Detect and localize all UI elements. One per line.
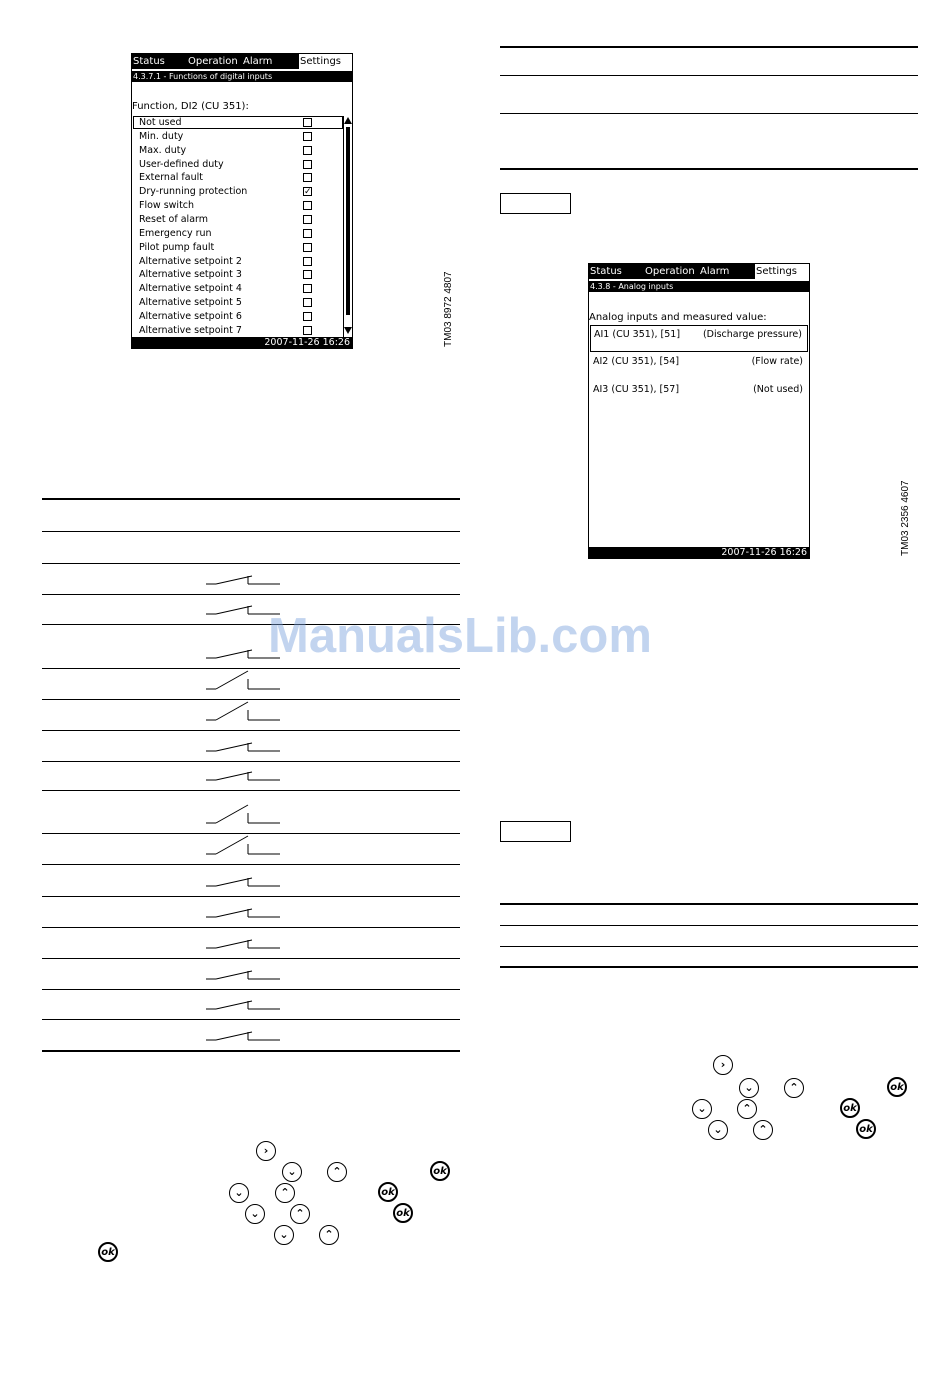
table-rule: [500, 113, 918, 114]
display-footer-datetime: 2007-11-26 16:26: [132, 337, 352, 348]
function-option-label[interactable]: Alternative setpoint 4: [139, 283, 242, 295]
table-rule: [42, 989, 460, 990]
no-contact-symbol-icon: [204, 934, 284, 950]
table-rule: [42, 864, 460, 865]
nc-contact-symbol-icon: [204, 700, 284, 722]
function-option-label[interactable]: External fault: [139, 172, 203, 184]
function-option-label[interactable]: Max. duty: [139, 144, 187, 156]
ok-button-icon: ok: [840, 1098, 860, 1118]
function-option-checkbox[interactable]: [303, 243, 312, 252]
analog-input-name: AI2 (CU 351), [54]: [593, 356, 680, 367]
arrow-right-button-icon: ›: [713, 1055, 733, 1075]
table-rule: [42, 958, 460, 959]
table-rule: [500, 946, 918, 947]
function-option-label[interactable]: Alternative setpoint 7: [139, 324, 242, 336]
function-option-checkbox[interactable]: [303, 312, 312, 321]
table-rule: [42, 1050, 460, 1052]
table-rule: [42, 594, 460, 595]
display-footer-datetime: 2007-11-26 16:26: [589, 547, 809, 558]
table-rule: [42, 531, 460, 532]
function-option-checkbox[interactable]: [303, 270, 312, 279]
analog-input-name: AI1 (CU 351), [51]: [594, 329, 681, 340]
nc-contact-symbol-icon: [204, 834, 284, 856]
scroll-thumb[interactable]: [346, 127, 350, 315]
analog-input-row-ai3[interactable]: [590, 381, 808, 408]
tab-alarm[interactable]: Alarm: [700, 266, 730, 277]
analog-inputs-display: [588, 263, 810, 559]
arrow-up-button-icon: ⌃: [784, 1078, 804, 1098]
ok-button-icon: ok: [430, 1161, 450, 1181]
function-option-label[interactable]: User-defined duty: [139, 158, 224, 170]
tab-operation[interactable]: Operation: [188, 56, 238, 67]
arrow-down-button-icon: ⌄: [245, 1204, 265, 1224]
display-tab-bar: [589, 264, 809, 279]
analog-input-row-ai2[interactable]: [590, 353, 808, 380]
ok-button-icon: ok: [393, 1203, 413, 1223]
arrow-up-button-icon: ⌃: [737, 1099, 757, 1119]
function-option-label[interactable]: Reset of alarm: [139, 213, 209, 225]
no-contact-symbol-icon: [204, 737, 284, 753]
arrow-down-button-icon: ⌄: [692, 1099, 712, 1119]
function-option-label[interactable]: Alternative setpoint 3: [139, 269, 242, 281]
table-rule: [42, 927, 460, 928]
display-tab-bar: [132, 54, 352, 69]
function-option-label[interactable]: Alternative setpoint 2: [139, 255, 242, 267]
arrow-up-button-icon: ⌃: [753, 1120, 773, 1140]
breadcrumb: 4.3.8 - Analog inputs: [589, 281, 809, 292]
function-option-label[interactable]: Min. duty: [139, 130, 184, 142]
function-option-label[interactable]: Flow switch: [139, 200, 195, 212]
arrow-right-button-icon: ›: [256, 1141, 276, 1161]
no-contact-symbol-icon: [204, 872, 284, 888]
analog-input-value: (Not used): [753, 384, 803, 395]
analog-input-value: (Discharge pressure): [702, 329, 802, 340]
function-option-checkbox[interactable]: [303, 132, 312, 141]
tab-settings[interactable]: Settings: [754, 264, 810, 279]
table-rule: [42, 498, 460, 500]
tab-status[interactable]: Status: [133, 56, 165, 67]
screen-subtitle: Analog inputs and measured value:: [589, 312, 767, 323]
scroll-down-icon[interactable]: [344, 327, 352, 334]
table-rule-bottom: [500, 168, 918, 170]
arrow-down-button-icon: ⌄: [282, 1162, 302, 1182]
tab-operation[interactable]: Operation: [645, 266, 695, 277]
scroll-up-icon[interactable]: [344, 117, 352, 124]
no-contact-symbol-icon: [204, 1026, 284, 1042]
function-option-label[interactable]: Dry-running protection: [139, 186, 248, 198]
arrow-up-button-icon: ⌃: [319, 1225, 339, 1245]
digital-inputs-display: [131, 53, 353, 349]
arrow-up-button-icon: ⌃: [327, 1162, 347, 1182]
table-rule-top: [500, 46, 918, 48]
tab-status[interactable]: Status: [590, 266, 622, 277]
table-rule: [500, 75, 918, 76]
table-rule-top: [500, 903, 918, 905]
function-option-label[interactable]: Alternative setpoint 5: [139, 297, 242, 309]
function-option-checkbox[interactable]: [303, 201, 312, 210]
note-box: [500, 193, 571, 214]
arrow-down-button-icon: ⌄: [274, 1225, 294, 1245]
table-rule: [42, 790, 460, 791]
table-rule: [500, 925, 918, 926]
table-rule: [42, 730, 460, 731]
table-rule: [42, 563, 460, 564]
no-contact-symbol-icon: [204, 903, 284, 919]
analog-input-row-ai1[interactable]: [590, 325, 808, 352]
no-contact-symbol-icon: [204, 766, 284, 782]
function-option-checkbox[interactable]: [303, 118, 312, 127]
arrow-down-button-icon: ⌄: [229, 1183, 249, 1203]
tab-settings[interactable]: Settings: [298, 54, 353, 69]
arrow-up-button-icon: ⌃: [290, 1204, 310, 1224]
function-option-checkbox[interactable]: [303, 257, 312, 266]
arrow-down-button-icon: ⌄: [739, 1078, 759, 1098]
ok-button-icon: ok: [98, 1242, 118, 1262]
table-rule: [42, 761, 460, 762]
function-option-checkbox[interactable]: [303, 215, 312, 224]
figure-code-right: TM03 2356 4607: [900, 480, 911, 556]
ok-button-icon: ok: [378, 1182, 398, 1202]
function-option-checkbox[interactable]: [303, 160, 312, 169]
checkmark-icon: ✓: [304, 187, 312, 198]
function-option-checkbox[interactable]: [303, 187, 312, 196]
table-rule-bottom: [500, 966, 918, 968]
analog-input-name: AI3 (CU 351), [57]: [593, 384, 680, 395]
function-option-checkbox[interactable]: [303, 146, 312, 155]
arrow-down-button-icon: ⌄: [708, 1120, 728, 1140]
table-rule: [42, 1019, 460, 1020]
breadcrumb: 4.3.7.1 - Functions of digital inputs: [132, 71, 352, 82]
watermark: ManualsLib.com: [268, 609, 652, 663]
nc-contact-symbol-icon: [204, 669, 284, 691]
nc-contact-symbol-icon: [204, 803, 284, 825]
note-box: [500, 821, 571, 842]
analog-input-value: (Flow rate): [751, 356, 803, 367]
screen-subtitle: Function, DI2 (CU 351):: [132, 101, 249, 112]
function-option-checkbox[interactable]: [303, 298, 312, 307]
ok-button-icon: ok: [856, 1119, 876, 1139]
no-contact-symbol-icon: [204, 995, 284, 1011]
function-option-label[interactable]: Alternative setpoint 6: [139, 310, 242, 322]
figure-code-left: TM03 8972 4807: [443, 271, 454, 347]
table-rule: [42, 896, 460, 897]
scrollbar[interactable]: [343, 116, 352, 338]
function-option-checkbox[interactable]: [303, 326, 312, 335]
ok-button-icon: ok: [887, 1077, 907, 1097]
function-option-label[interactable]: Emergency run: [139, 227, 212, 239]
function-option-label[interactable]: Not used: [139, 117, 182, 128]
tab-alarm[interactable]: Alarm: [243, 56, 273, 67]
function-option-checkbox[interactable]: [303, 229, 312, 238]
function-option-checkbox[interactable]: [303, 173, 312, 182]
no-contact-symbol-icon: [204, 965, 284, 981]
arrow-up-button-icon: ⌃: [275, 1183, 295, 1203]
function-option-label[interactable]: Pilot pump fault: [139, 241, 215, 253]
no-contact-symbol-icon: [204, 570, 284, 586]
function-option-checkbox[interactable]: [303, 284, 312, 293]
